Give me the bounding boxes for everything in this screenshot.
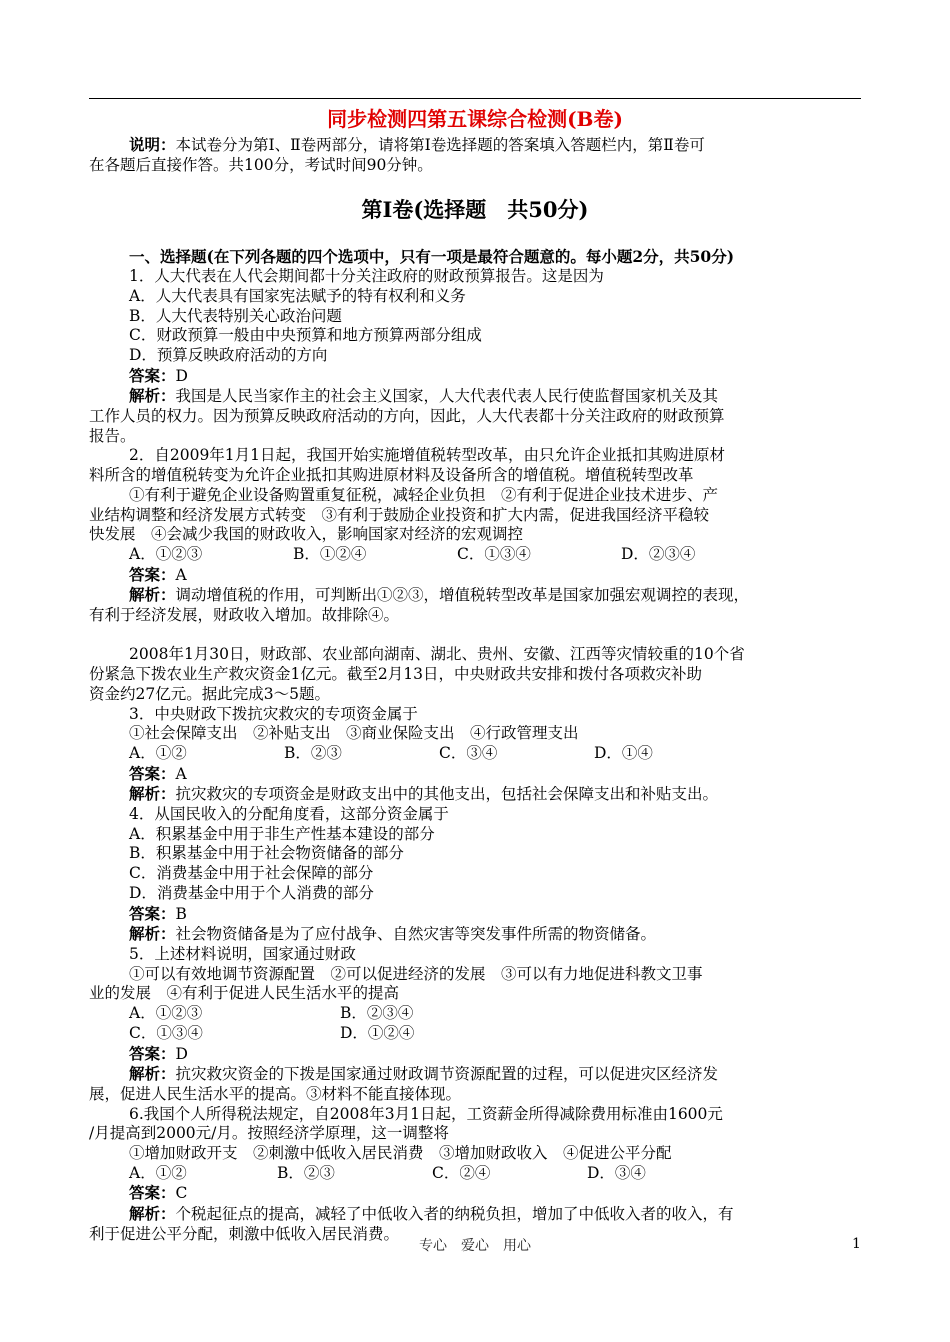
q1-option-b: B．人大代表特别关心政治问题 [129, 306, 342, 325]
q6-option-c: C．②④ [432, 1163, 491, 1182]
q4-option-a: A．积累基金中用于非生产性基本建设的部分 [129, 824, 435, 843]
spacer [89, 626, 861, 646]
q3-analysis-1: 解析：抗灾救灾的专项资金是财政支出中的其他支出，包括社会保障支出和补贴支出。 [129, 784, 719, 804]
q5-answer: 答案：D [129, 1043, 188, 1063]
q1-analysis-1: 解析：我国是人民当家作主的社会主义国家，人大代表代表人民行使监督国家机关及其 [129, 386, 719, 406]
footer-motto: 专心 爱心 用心 [419, 1238, 531, 1254]
q3-option-b: B．②③ [284, 743, 342, 762]
material-line-2: 份紧急下拨农业生产救灾资金1亿元。截至2月13日，中央财政共安排和拨付各项救灾补助 [89, 665, 702, 684]
page-title: 同步检测四第五课综合检测(B卷) [327, 107, 623, 131]
q5-analysis-2: 展，促进人民生活水平的提高。③材料不能直接体现。 [89, 1084, 462, 1103]
document-body [89, 135, 861, 1245]
q2-option-c: C．①③④ [457, 544, 531, 563]
q2-option-d: D．②③④ [621, 544, 696, 563]
q2-answer: 答案：A [129, 564, 187, 584]
q4-answer: 答案：B [129, 903, 187, 923]
q1-stem: 1．人大代表在人代会期间都十分关注政府的财政预算报告。这是因为 [129, 267, 604, 286]
q3-option-c: C．③④ [439, 743, 498, 762]
intro-line-1: 说明：本试卷分为第Ⅰ、Ⅱ卷两部分，请将第Ⅰ卷选择题的答案填入答题栏内，第Ⅱ卷可 [129, 135, 705, 154]
q6-analysis-1: 解析：个税起征点的提高，减轻了中低收入者的纳税负担，增加了中低收入者的收入，有 [129, 1204, 734, 1224]
q1-option-d: D．预算反映政府活动的方向 [129, 345, 328, 364]
q3-options [89, 744, 861, 764]
q6-analysis-2: 利于促进公平分配，刺激中低收入居民消费。 [89, 1224, 400, 1243]
q1-analysis-2: 工作人员的权力。因为预算反映政府活动的方向，因此，人大代表都十分关注政府的财政预算 [89, 407, 725, 426]
q3-items: ①社会保障支出 ②补贴支出 ③商业保险支出 ④行政管理支出 [129, 724, 579, 743]
q1-option-c: C．财政预算一般由中央预算和地方预算两部分组成 [129, 326, 482, 345]
q6-stem-1: 6.我国个人所得税法规定，自2008年3月1日起，工资薪金所得减除费用标准由1600元 [129, 1104, 723, 1123]
material-line-3: 资金约27亿元。据此完成3～5题。 [89, 684, 330, 703]
q4-stem: 4．从国民收入的分配角度看，这部分资金属于 [129, 805, 449, 824]
q3-option-d: D．①④ [594, 743, 653, 762]
q2-option-b: B．①②④ [293, 544, 367, 563]
q1-option-a: A．人大代表具有国家宪法赋予的特有权利和义务 [129, 286, 466, 305]
q2-items-3: 快发展 ④会减少我国的财政收入，影响国家对经济的宏观调控 [89, 525, 524, 544]
q2-stem-1: 2．自2009年1月1日起，我国开始实施增值税转型改革，由只允许企业抵扣其购进原材 [129, 446, 726, 465]
q5-items-2: 业的发展 ④有利于促进人民生活水平的提高 [89, 984, 400, 1003]
q1-answer: 答案：D [129, 365, 188, 385]
q6-items: ①增加财政开支 ②刺激中低收入居民消费 ③增加财政收入 ④促进公平分配 [129, 1144, 672, 1163]
q2-analysis-1: 解析：调动增值税的作用，可判断出①②③，增值税转型改革是国家加强宏观调控的表现， [129, 585, 750, 605]
q5-option-d: D．①②④ [340, 1023, 415, 1042]
q2-items-1: ①有利于避免企业设备购置重复征税，减轻企业负担 ②有利于促进企业技术进步、产 [129, 485, 719, 504]
part-heading: 一、选择题(在下列各题的四个选项中，只有一项是最符合题意的。每小题2分，共50分) [129, 247, 735, 267]
q6-option-d: D．③④ [587, 1163, 646, 1182]
q3-option-a: A．①② [129, 743, 187, 762]
q6-options [89, 1164, 861, 1184]
q4-option-c: C．消费基金中用于社会保障的部分 [129, 864, 374, 883]
q5-items-1: ①可以有效地调节资源配置 ②可以促进经济的发展 ③可以有力地促进科教文卫事 [129, 964, 703, 983]
q3-answer: 答案：A [129, 763, 187, 783]
intro-line-2: 在各题后直接作答。共100分，考试时间90分钟。 [89, 155, 433, 174]
q6-option-b: B．②③ [277, 1163, 335, 1182]
q4-option-d: D．消费基金中用于个人消费的部分 [129, 883, 374, 902]
q2-items-2: 业结构调整和经济发展方式转变 ③有利于鼓励企业投资和扩大内需，促进我国经济平稳较 [89, 505, 710, 524]
q5-option-a: A．①②③ [129, 1004, 203, 1023]
q5-options-row-1 [89, 1004, 861, 1024]
material-line-1: 2008年1月30日，财政部、农业部向湖南、湖北、贵州、安徽、江西等灾情较重的10个省 [129, 645, 745, 664]
q6-answer: 答案：C [129, 1183, 188, 1203]
intro-label: 说明： [129, 135, 176, 154]
q5-options-row-2 [89, 1024, 861, 1044]
q4-analysis-1: 解析：社会物资储备是为了应付战争、自然灾害等突发事件所需的物资储备。 [129, 924, 657, 944]
q2-analysis-2: 有利于经济发展，财政收入增加。故排除④。 [89, 606, 400, 625]
q2-stem-2: 料所含的增值税转变为允许企业抵扣其购进原材料及设备所含的增值税。增值税转型改革 [89, 466, 694, 485]
q5-option-c: C．①③④ [129, 1023, 203, 1042]
q2-option-a: A．①②③ [129, 544, 203, 563]
q3-stem: 3．中央财政下拨抗灾救灾的专项资金属于 [129, 704, 418, 723]
q2-options [89, 545, 861, 565]
q5-stem: 5．上述材料说明，国家通过财政 [129, 945, 356, 963]
q6-option-a: A．①② [129, 1163, 187, 1182]
q5-option-b: B．②③④ [340, 1004, 414, 1023]
q1-analysis-3: 报告。 [89, 426, 136, 445]
q5-analysis-1: 解析：抗灾救灾资金的下拨是国家通过财政调节资源配置的过程，可以促进灾区经济发 [129, 1064, 719, 1084]
header-rule [89, 98, 861, 99]
q6-stem-2: /月提高到2000元/月。按照经济学原理，这一调整将 [89, 1124, 449, 1143]
section-title: 第Ⅰ卷(选择题 共50分) [361, 197, 589, 223]
page-number: 1 [852, 1236, 861, 1252]
q4-option-b: B．积累基金中用于社会物资储备的部分 [129, 844, 404, 863]
